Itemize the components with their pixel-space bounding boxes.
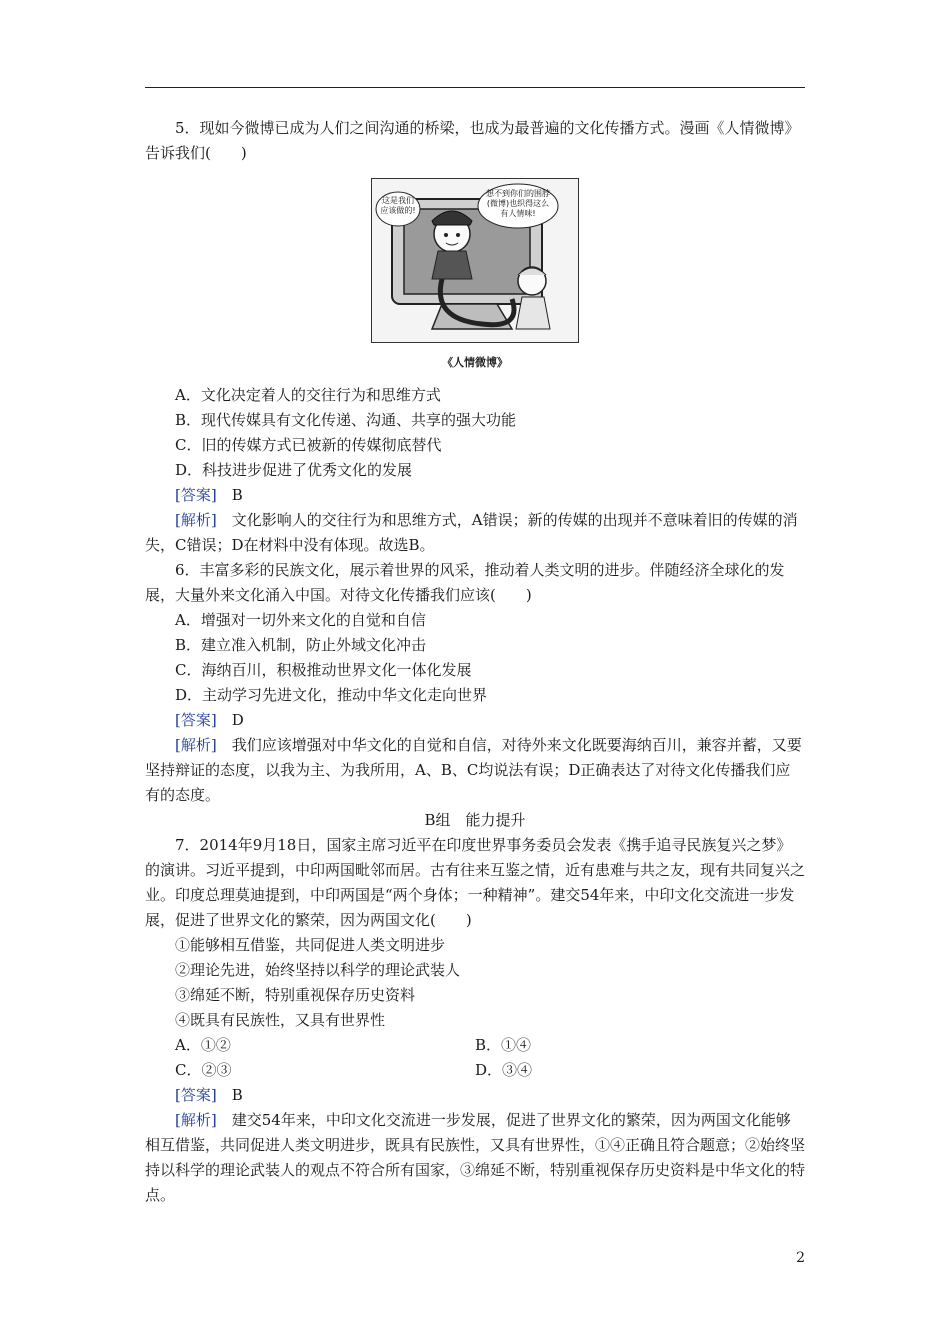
answer-value: D xyxy=(231,711,244,729)
question-5-stem: 5．现如今微博已成为人们之间沟通的桥梁，也成为最普遍的文化传播方式。漫画《人情微博》告诉我们( ) xyxy=(145,119,800,162)
question-6-analysis xyxy=(145,733,805,808)
question-7-item-3: ③绵延不断，特别重视保存历史资料 xyxy=(175,986,416,1004)
answer-tag: [答案] xyxy=(175,1086,217,1104)
page-number: 2 xyxy=(796,1250,805,1266)
question-6-option-d: D．主动学习先进文化，推动中华文化走向世界 xyxy=(175,686,488,704)
question-7-option-b: B．①④ xyxy=(475,1036,532,1054)
analysis-tag: [解析] xyxy=(175,736,217,754)
question-5-option-b: B．现代传媒具有文化传递、沟通、共享的强大功能 xyxy=(175,411,517,429)
analysis-text: 文化影响人的交往行为和思维方式，A错误；新的传媒的出现并不意味着旧的传媒的消失，C错误；D在材料中没有体现。故选B。 xyxy=(145,511,798,554)
cartoon-bubble-right: 想不到你们的围脖(微博)也织得这么有人情味! xyxy=(486,189,550,218)
cartoon-caption: 《人情微博》 xyxy=(442,356,508,369)
analysis-tag: [解析] xyxy=(175,1111,217,1129)
analysis-text: 建交54年来，中印文化交流进一步发展，促进了世界文化的繁荣，因为两国文化能够相互借鉴，共同促进人类文明进步，既具有民族性，又具有世界性，①④正确且符合题意；②始终坚持以科学的理论武装人的观点不符合所有国家，③绵延不断，特别重视保存历史资料是中华文化的特点。 xyxy=(145,1111,806,1204)
cartoon-bubble-left: 这是我们应该做的! xyxy=(380,196,416,215)
question-5-option-c: C．旧的传媒方式已被新的传媒彻底替代 xyxy=(175,436,442,454)
question-5-analysis xyxy=(145,508,805,558)
question-6-option-c: C．海纳百川，积极推动世界文化一体化发展 xyxy=(175,661,472,679)
question-6-answer xyxy=(145,708,805,733)
question-7-item-2: ②理论先进，始终坚持以科学的理论武装人 xyxy=(175,961,461,979)
section-b-heading: B组 能力提升 xyxy=(424,811,526,829)
question-7-option-c: C．②③ xyxy=(175,1061,232,1079)
question-7-item-1: ①能够相互借鉴，共同促进人类文明进步 xyxy=(175,936,446,954)
answer-value: B xyxy=(231,1086,243,1104)
answer-tag: [答案] xyxy=(175,486,217,504)
answer-tag: [答案] xyxy=(175,711,217,729)
analysis-tag: [解析] xyxy=(175,511,217,529)
question-7-option-d: D．③④ xyxy=(475,1061,533,1079)
question-7-item-4: ④既具有民族性，又具有世界性 xyxy=(175,1011,386,1029)
cartoon-image xyxy=(371,178,579,343)
question-7-option-a: A．①② xyxy=(175,1036,231,1054)
question-7-options-row-1 xyxy=(145,1033,805,1058)
header-rule xyxy=(145,87,805,88)
answer-value: B xyxy=(231,486,243,504)
cartoon-figure xyxy=(145,178,805,375)
question-5-answer xyxy=(145,483,805,508)
question-5-option-d: D．科技进步促进了优秀文化的发展 xyxy=(175,461,413,479)
question-6-stem: 6．丰富多彩的民族文化，展示着世界的风采，推动着人类文明的进步。伴随经济全球化的发展，大量外来文化涌入中国。对待文化传播我们应该( ) xyxy=(145,561,785,604)
question-6-option-b: B．建立准入机制，防止外域文化冲击 xyxy=(175,636,427,654)
question-7-analysis xyxy=(145,1108,805,1208)
question-7-options-row-2 xyxy=(145,1058,805,1083)
question-5-option-a: A．文化决定着人的交往行为和思维方式 xyxy=(175,386,441,404)
question-7-stem: 7．2014年9月18日，国家主席习近平在印度世界事务委员会发表《携手追寻民族复兴之梦》的演讲。习近平提到，中印两国毗邻而居。古有往来互鉴之情，近有患难与共之友，现有共同复兴之业。印度总理莫迪提到，中印两国是“两个身体；一种精神”。建交54年来，中印文化交流进一步发展，促进了世界文化的繁荣，因为两国文化( ) xyxy=(145,836,806,929)
question-7-answer xyxy=(145,1083,805,1108)
question-6-option-a: A．增强对一切外来文化的自觉和自信 xyxy=(175,611,426,629)
analysis-text: 我们应该增强对中华文化的自觉和自信，对待外来文化既要海纳百川，兼容并蓄，又要坚持辩证的态度，以我为主、为我所用，A、B、C均说法有误；D正确表达了对待文化传播我们应有的态度。 xyxy=(145,736,802,804)
page-content xyxy=(145,116,805,1208)
